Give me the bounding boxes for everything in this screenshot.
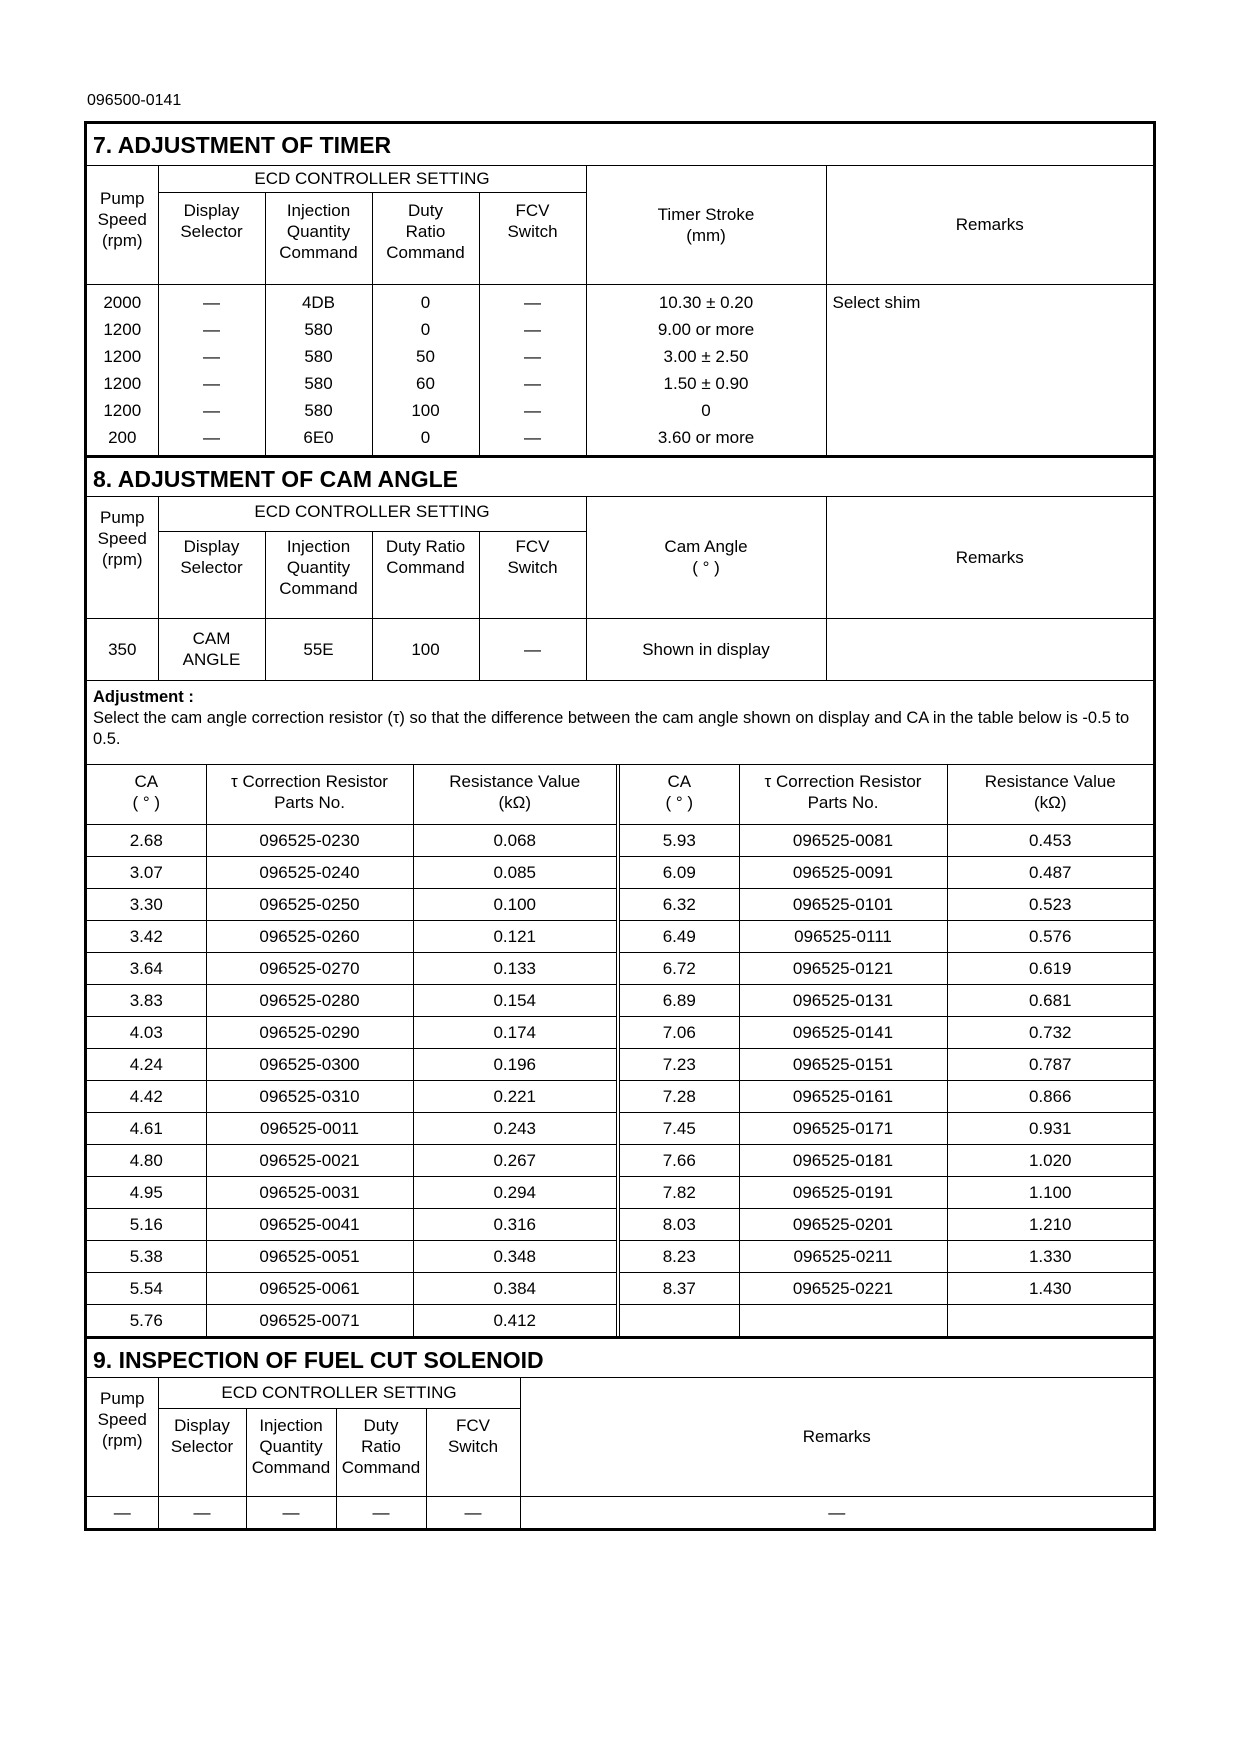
fuel-cut-fcv-value: — (426, 1496, 520, 1528)
ca-value: 7.82 (618, 1177, 739, 1209)
table-row (87, 1145, 1153, 1177)
document-number: 096500-0141 (87, 92, 182, 109)
pump-label: Pump (100, 1389, 145, 1408)
parts-no-header (739, 765, 947, 825)
parts-no-value: 096525-0270 (206, 953, 413, 985)
parts-no-value: 096525-0011 (206, 1113, 413, 1145)
cam-angle-value: Shown in display (586, 618, 826, 680)
ca-value: 6.72 (618, 953, 739, 985)
cam-remarks-value (826, 618, 1153, 680)
parts-no-label: Parts No. (807, 793, 879, 812)
resistance-value: 0.196 (413, 1049, 618, 1081)
pump-speed-header (87, 1378, 158, 1496)
resistance-value: 0.412 (413, 1305, 618, 1337)
injection-label: Injection (259, 1415, 323, 1435)
resistance-value: 0.267 (413, 1145, 618, 1177)
resistance-value: 0.453 (947, 825, 1153, 857)
duty-ratio-header (372, 192, 479, 284)
resistance-value: 0.487 (947, 857, 1153, 889)
parts-no-value: 096525-0300 (206, 1049, 413, 1081)
ca-unit: ( ° ) (132, 793, 161, 812)
cam-injection-value: 55E (265, 618, 372, 680)
duty-ratio-header (336, 1408, 426, 1496)
ca-value: 6.09 (618, 857, 739, 889)
fcv-switch-header (479, 531, 586, 618)
ecd-setting-header: ECD CONTROLLER SETTING (158, 166, 586, 192)
ca-value: 4.03 (87, 1017, 206, 1049)
table-row (87, 1049, 1153, 1081)
parts-no-value: 096525-0091 (739, 857, 947, 889)
switch-label: Switch (507, 221, 558, 241)
resistance-value: 0.221 (413, 1081, 618, 1113)
resistance-value: 0.732 (947, 1017, 1153, 1049)
remarks-header: Remarks (826, 166, 1153, 284)
switch-label: Switch (507, 557, 558, 577)
section-title-fuel-cut: 9. INSPECTION OF FUEL CUT SOLENOID (87, 1336, 1153, 1378)
parts-no-value: 096525-0031 (206, 1177, 413, 1209)
parts-no-value: 096525-0191 (739, 1177, 947, 1209)
resistance-value: 0.681 (947, 985, 1153, 1017)
ca-header (618, 765, 739, 825)
parts-no-value: 096525-0201 (739, 1209, 947, 1241)
ca-value: 5.54 (87, 1273, 206, 1305)
display-selector-header (158, 1408, 246, 1496)
fcv-switch-header (426, 1408, 520, 1496)
resistance-unit: (kΩ) (498, 793, 532, 812)
ca-value: 4.24 (87, 1049, 206, 1081)
table-row (87, 1241, 1153, 1273)
pump-label: Pump (100, 189, 145, 208)
ca-value: 8.37 (618, 1273, 739, 1305)
fcv-label: FCV (515, 200, 550, 220)
section-title-cam-angle: 8. ADJUSTMENT OF CAM ANGLE (87, 455, 1153, 497)
parts-no-value: 096525-0250 (206, 889, 413, 921)
ca-value: 7.45 (618, 1113, 739, 1145)
resistance-value: 0.133 (413, 953, 618, 985)
pump-speed-header (87, 166, 158, 284)
parts-no-value: 096525-0211 (739, 1241, 947, 1273)
parts-no-value: 096525-0051 (206, 1241, 413, 1273)
parts-no-value: 096525-0041 (206, 1209, 413, 1241)
timer-adjustment-table (87, 166, 1153, 455)
display-selector-header (158, 531, 265, 618)
parts-no-value: 096525-0240 (206, 857, 413, 889)
inspection-sheet (84, 121, 1156, 1531)
display-values: — — — — — — (158, 284, 265, 455)
parts-no-value: 096525-0221 (739, 1273, 947, 1305)
speed-label: Speed (97, 529, 147, 548)
selector-label: Selector (170, 1436, 234, 1456)
rpm-label: (rpm) (101, 231, 143, 250)
resistance-unit: (kΩ) (1033, 793, 1067, 812)
resistance-value: 0.619 (947, 953, 1153, 985)
parts-no-value: 096525-0280 (206, 985, 413, 1017)
resistance-value: 1.020 (947, 1145, 1153, 1177)
resistance-header (413, 765, 618, 825)
quantity-label: Quantity (286, 557, 351, 577)
display-label: Display (183, 536, 240, 556)
parts-no-value: 096525-0141 (739, 1017, 947, 1049)
command-label: Command (386, 242, 465, 262)
ca-value: 6.49 (618, 921, 739, 953)
ca-value: 7.28 (618, 1081, 739, 1113)
table-row (87, 1209, 1153, 1241)
resistance-value: 0.154 (413, 985, 618, 1017)
resistance-label: Resistance Value (984, 772, 1116, 791)
table-row (87, 825, 1153, 857)
ca-value: 4.80 (87, 1145, 206, 1177)
fcv-label: FCV (456, 1415, 490, 1435)
timer-stroke-label: Timer Stroke (657, 204, 755, 224)
rpm-label: (rpm) (101, 550, 143, 569)
injection-quantity-header (265, 531, 372, 618)
parts-no-value: 096525-0181 (739, 1145, 947, 1177)
fuel-cut-duty-value: — (336, 1496, 426, 1528)
fuel-cut-display-value: — (158, 1496, 246, 1528)
injection-quantity-header (265, 192, 372, 284)
rpm-label: (rpm) (101, 1431, 143, 1450)
parts-no-value: 096525-0021 (206, 1145, 413, 1177)
parts-no-value: 096525-0151 (739, 1049, 947, 1081)
quantity-label: Quantity (259, 1436, 323, 1456)
cam-speed-value: 350 (87, 618, 158, 680)
angle-label: ANGLE (182, 650, 241, 670)
command-label: Command (386, 557, 465, 577)
fcv-values: — — — — — — (479, 284, 586, 455)
ca-value: 3.07 (87, 857, 206, 889)
speed-label: Speed (97, 1410, 147, 1429)
injection-label: Injection (286, 536, 351, 556)
parts-no-value: 096525-0161 (739, 1081, 947, 1113)
display-label: Display (174, 1415, 230, 1435)
ca-value: 8.23 (618, 1241, 739, 1273)
ca-value: 2.68 (87, 825, 206, 857)
parts-no-value: 096525-0081 (739, 825, 947, 857)
resistance-value: 0.348 (413, 1241, 618, 1273)
ca-value: 3.64 (87, 953, 206, 985)
parts-no-value: 096525-0310 (206, 1081, 413, 1113)
parts-no-value: 096525-0131 (739, 985, 947, 1017)
adjustment-label: Adjustment : (93, 688, 194, 706)
command-label: Command (341, 1457, 421, 1477)
ca-value: 7.23 (618, 1049, 739, 1081)
resistance-value: 0.931 (947, 1113, 1153, 1145)
fuel-cut-remarks-value: — (520, 1496, 1153, 1528)
resistance-label: Resistance Value (449, 772, 581, 791)
parts-no-value: 096525-0111 (739, 921, 947, 953)
parts-no-value: 096525-0171 (739, 1113, 947, 1145)
table-row (87, 1113, 1153, 1145)
duty-ratio-label: Duty Ratio (385, 536, 466, 556)
duty-label: Duty (408, 200, 443, 220)
parts-no-value: 096525-0071 (206, 1305, 413, 1337)
cam-display-value (158, 618, 265, 680)
table-row (87, 1273, 1153, 1305)
table-row (87, 889, 1153, 921)
cam-angle-unit: ( ° ) (692, 558, 720, 578)
duty-label: Duty (363, 1415, 399, 1435)
command-label: Command (279, 242, 358, 262)
parts-no-label: Parts No. (274, 793, 345, 812)
resistance-value (947, 1305, 1153, 1337)
correction-resistor-label: τ Correction Resistor (764, 772, 922, 791)
speed-values: 2000 1200 1200 1200 1200 200 (87, 284, 158, 455)
adjustment-text: Select the cam angle correction resistor (τ) so that the difference between the cam angle shown on display and CA in the table below is -0.5 to 0.5. (93, 709, 1130, 748)
table-row (87, 985, 1153, 1017)
pump-label: Pump (100, 508, 145, 527)
parts-no-value (739, 1305, 947, 1337)
table-row (87, 857, 1153, 889)
parts-no-header (206, 765, 413, 825)
correction-resistor-table (87, 765, 1153, 1336)
remarks-header: Remarks (520, 1378, 1153, 1496)
fuel-cut-injection-value: — (246, 1496, 336, 1528)
resistance-value: 0.866 (947, 1081, 1153, 1113)
ca-value: 6.89 (618, 985, 739, 1017)
timer-stroke-unit: (mm) (686, 225, 726, 245)
ca-value: 5.76 (87, 1305, 206, 1337)
table-row (87, 1081, 1153, 1113)
cam-fcv-value: — (479, 618, 586, 680)
cam-duty-value: 100 (372, 618, 479, 680)
cam-angle-label: Cam Angle (664, 537, 748, 557)
resistance-value: 1.210 (947, 1209, 1153, 1241)
cam-angle-header (586, 497, 826, 618)
resistance-value: 0.243 (413, 1113, 618, 1145)
ca-value (618, 1305, 739, 1337)
ca-value: 7.66 (618, 1145, 739, 1177)
ca-value: 7.06 (618, 1017, 739, 1049)
ca-value: 4.61 (87, 1113, 206, 1145)
ca-value: 6.32 (618, 889, 739, 921)
resistance-value: 1.430 (947, 1273, 1153, 1305)
parts-no-value: 096525-0260 (206, 921, 413, 953)
correction-resistor-label: τ Correction Resistor (231, 772, 388, 791)
resistance-value: 1.100 (947, 1177, 1153, 1209)
ca-value: 3.30 (87, 889, 206, 921)
adjustment-note (87, 680, 1153, 765)
duty-values: 0 0 50 60 100 0 (372, 284, 479, 455)
parts-no-value: 096525-0101 (739, 889, 947, 921)
parts-no-value: 096525-0121 (739, 953, 947, 985)
selector-label: Selector (180, 557, 243, 577)
resistance-header (947, 765, 1153, 825)
display-label: Display (183, 200, 240, 220)
section-title-timer: 7. ADJUSTMENT OF TIMER (87, 124, 1153, 166)
resistance-value: 0.787 (947, 1049, 1153, 1081)
resistance-value: 0.100 (413, 889, 618, 921)
command-label: Command (279, 578, 358, 598)
resistance-value: 0.316 (413, 1209, 618, 1241)
ca-value: 4.95 (87, 1177, 206, 1209)
resistance-value: 0.523 (947, 889, 1153, 921)
table-row (87, 1305, 1153, 1337)
timer-stroke-values: 10.30 ± 0.20 9.00 or more 3.00 ± 2.50 1.50 ± 0.90 0 3.60 or more (586, 284, 826, 455)
injection-quantity-header (246, 1408, 336, 1496)
display-selector-header (158, 192, 265, 284)
ca-unit: ( ° ) (665, 793, 694, 812)
timer-stroke-header (586, 166, 826, 284)
ca-value: 5.38 (87, 1241, 206, 1273)
remarks-values: Select shim (826, 284, 1153, 455)
speed-label: Speed (97, 210, 147, 229)
fuel-cut-table (87, 1378, 1153, 1528)
parts-no-value: 096525-0061 (206, 1273, 413, 1305)
ca-header (87, 765, 206, 825)
duty-ratio-header (372, 531, 479, 618)
fcv-switch-header (479, 192, 586, 284)
resistance-value: 0.576 (947, 921, 1153, 953)
remarks-header: Remarks (826, 497, 1153, 618)
ca-label: CA (667, 772, 692, 791)
ratio-label: Ratio (361, 1436, 401, 1456)
table-row (87, 953, 1153, 985)
ca-value: 3.83 (87, 985, 206, 1017)
ca-value: 3.42 (87, 921, 206, 953)
injection-label: Injection (286, 200, 351, 220)
table-row (87, 1177, 1153, 1209)
ca-label: CA (134, 772, 159, 791)
resistance-value: 0.384 (413, 1273, 618, 1305)
cam-angle-table (87, 497, 1153, 680)
pump-speed-header (87, 497, 158, 618)
ecd-setting-header: ECD CONTROLLER SETTING (158, 497, 586, 531)
injection-values: 4DB 580 580 580 580 6E0 (265, 284, 372, 455)
resistance-value: 0.294 (413, 1177, 618, 1209)
command-label: Command (251, 1457, 331, 1477)
parts-no-value: 096525-0230 (206, 825, 413, 857)
parts-no-value: 096525-0290 (206, 1017, 413, 1049)
ecd-setting-header: ECD CONTROLLER SETTING (158, 1378, 520, 1408)
resistance-value: 1.330 (947, 1241, 1153, 1273)
resistance-value: 0.068 (413, 825, 618, 857)
quantity-label: Quantity (286, 221, 351, 241)
ca-value: 5.16 (87, 1209, 206, 1241)
resistance-value: 0.085 (413, 857, 618, 889)
ca-value: 8.03 (618, 1209, 739, 1241)
ca-value: 5.93 (618, 825, 739, 857)
switch-label: Switch (447, 1436, 499, 1456)
ca-value: 4.42 (87, 1081, 206, 1113)
resistance-value: 0.174 (413, 1017, 618, 1049)
cam-label: CAM (192, 629, 231, 649)
selector-label: Selector (180, 221, 243, 241)
fcv-label: FCV (515, 536, 550, 556)
fuel-cut-speed-value: — (87, 1496, 158, 1528)
ratio-label: Ratio (405, 221, 446, 241)
table-row (87, 921, 1153, 953)
table-row (87, 1017, 1153, 1049)
resistance-value: 0.121 (413, 921, 618, 953)
